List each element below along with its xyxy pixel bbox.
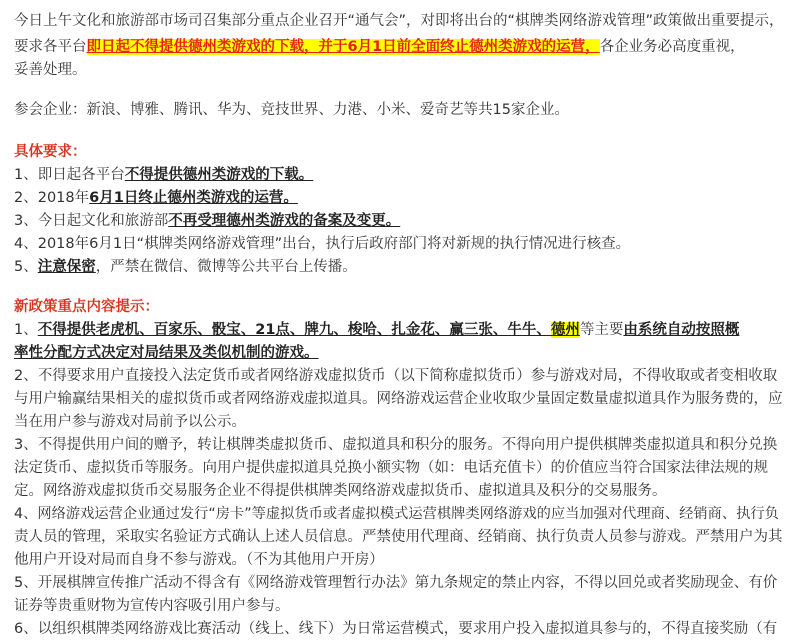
req-3-emphasis: 不再受理德州类游戏的备案及变更。 [168, 213, 401, 229]
intro-line-3: 妥善处理。 [14, 62, 87, 78]
requirement-item-3 [14, 210, 400, 233]
requirement-item-2 [14, 187, 298, 210]
req-1-emphasis: 不得提供德州类游戏的下载。 [124, 167, 314, 183]
policy-item-1-line-1 [14, 319, 739, 342]
intro-suffix: 各企业务必高度重视， [599, 39, 745, 55]
policy-item-3-line-3: 定。网络游戏虚拟货币交易服务企业不得提供棋牌类网络游戏虚拟货币、虚拟道具及积分的交易服务。 [14, 483, 667, 499]
policy-item-4-line-2: 责人员的管理，采取实名验证方式确认上述人员信息。严禁使用代理商、经销商、执行负责人员参与游戏。严禁用户为其 [14, 529, 783, 545]
req-2-emphasis: 6月1日终止德州类游戏的运营。 [89, 190, 298, 206]
req-3-prefix: 3、今日起文化和旅游部 [14, 213, 169, 229]
policy-item-1-line-2: 率性分配方式决定对局结果及类似机制的游戏。 [14, 345, 319, 361]
participants-text: 参会企业：新浪、博雅、腾讯、华为、竞技世界、力港、小米、爱奇艺等共15家企业。 [14, 102, 569, 118]
policy-item-3-line-2: 法定货币、虚拟货币等服务。向用户提供虚拟道具兑换小额实物（如：电话充值卡）的价值应当符合国家法律法规的规 [14, 460, 768, 476]
policy-1-mid: 等主要 [579, 322, 624, 338]
policy-heading: 新政策重点内容提示： [14, 299, 159, 315]
requirement-item-5 [14, 256, 357, 279]
policy-1-highlight: 德州 [550, 322, 580, 338]
intro-line-2 [14, 36, 745, 59]
req-1-prefix: 1、即日起各平台 [14, 167, 125, 183]
req-5-suffix: ，严禁在微信、微博等公共平台上传播。 [95, 259, 357, 275]
policy-1-emphasis-2: 由系统自动按照概 [623, 322, 740, 338]
policy-1-emphasis: 不得提供老虎机、百家乐、骰宝、21点、牌九、梭哈、扎金花、赢三张、牛牛、 [37, 322, 551, 338]
requirement-item-1 [14, 164, 313, 187]
policy-item-2-line-3: 当在用户参与游戏对局前予以公示。 [14, 414, 246, 430]
req-2-prefix: 2、2018年 [14, 190, 90, 206]
intro-prefix: 要求各平台 [14, 39, 87, 55]
policy-item-2-line-1: 2、不得要求用户直接投入法定货币或者网络游戏虚拟货币（以下简称虚拟货币）参与游戏对局，不得收取或者变相收取 [14, 368, 778, 384]
policy-item-5-line-1: 5、开展棋牌宣传推广活动不得含有《网络游戏管理暂行办法》第九条规定的禁止内容，不得以回兑或者奖励现金、有价 [14, 575, 778, 591]
requirement-item-4: 4、2018年6月1日“棋牌类网络游戏管理”出台，执行后政府部门将对新规的执行情况进行核查。 [14, 236, 631, 252]
policy-item-2-line-2: 与用户输赢结果相关的虚拟货币或者网络游戏虚拟道具。网络游戏运营企业收取少量固定数量虚拟道具作为服务费的，应 [14, 391, 783, 407]
intro-line-1: 今日上午文化和旅游部市场司召集部分重点企业召开“通气会”，对即将出台的“棋牌类网络游戏管理”政策做出重要提示， [14, 13, 784, 29]
policy-item-6-line-1: 6、以组织棋牌类网络游戏比赛活动（线上、线下）为日常运营模式，要求用户投入虚拟道具参与的，不得直接奖励（有 [14, 621, 778, 637]
policy-item-4-line-1: 4、网络游戏运营企业通过发行“房卡”等虚拟货币或者虚拟模式运营棋牌类网络游戏的应当加强对代理商、经销商、执行负 [14, 506, 779, 522]
req-5-prefix: 5、 [14, 259, 38, 275]
policy-item-4-line-3: 他用户开设对局而自身不参与游戏。（不为其他用户开房） [14, 552, 384, 568]
policy-item-3-line-1: 3、不得提供用户间的赠予，转让棋牌类虚拟货币、虚拟道具和积分的服务。不得向用户提供棋牌类虚拟道具和积分兑换 [14, 437, 778, 453]
intro-highlight: 即日起不得提供德州类游戏的下载，并于6月1日前全面终止德州类游戏的运营， [86, 39, 600, 55]
policy-1-number: 1、 [14, 322, 38, 338]
policy-item-5-line-2: 证券等贵重财物为宣传内容吸引用户参与。 [14, 598, 290, 614]
req-5-emphasis: 注意保密 [37, 259, 96, 275]
requirements-heading: 具体要求： [14, 144, 87, 160]
